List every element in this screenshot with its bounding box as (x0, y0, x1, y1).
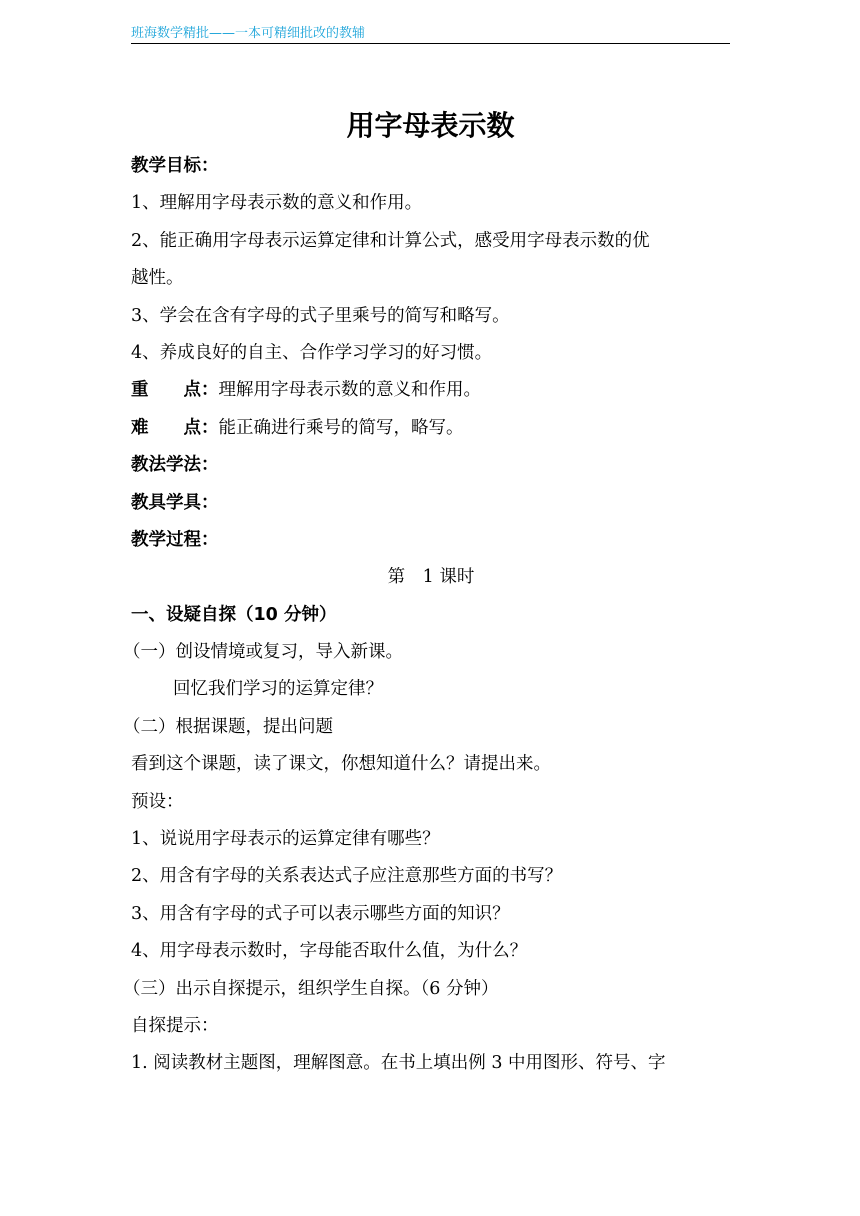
preset-item: 4、用字母表示数时，字母能否取什么值，为什么？ (131, 941, 528, 962)
objective-item: 3、学会在含有字母的式子里乘号的简写和略写。 (131, 305, 510, 326)
section1-heading: 一、设疑自探（10 分钟） (131, 604, 337, 625)
document-body (123, 148, 731, 1083)
lesson-label: 第 1 课时 (387, 567, 475, 588)
objective-item-continuation: 越性。 (131, 268, 184, 289)
difficult-point (131, 410, 731, 447)
difficult-point-label: 难 点： (131, 417, 219, 438)
key-point-label: 重 点： (131, 380, 219, 401)
tools-heading: 教具学具： (131, 492, 219, 513)
hint-item: 1. 阅读教材主题图，理解图意。在书上填出例 3 中用图形、符号、字 (131, 1053, 666, 1074)
preset-item: 2、用含有字母的关系表达式子应注意那些方面的书写？ (131, 866, 563, 887)
difficult-point-text: 能正确进行乘号的简写，略写。 (218, 417, 464, 438)
objectives-heading: 教学目标： (131, 156, 219, 176)
key-point (131, 372, 731, 409)
section1-sub3: （三）出示自探提示，组织学生自探。（6 分钟） (123, 978, 499, 999)
preset-item: 3、用含有字母的式子可以表示哪些方面的知识？ (131, 903, 510, 924)
document-title: 用字母表示数 (346, 109, 515, 142)
preset-label: 预设： (131, 791, 184, 812)
process-heading: 教学过程： (131, 529, 219, 550)
header-divider (131, 43, 730, 44)
objective-item: 2、能正确用字母表示运算定律和计算公式，感受用字母表示数的优 (131, 230, 650, 251)
section1-sub1-text: 回忆我们学习的运算定律？ (173, 679, 383, 700)
objective-item: 4、养成良好的自主、合作学习学习的好习惯。 (131, 342, 493, 363)
section1-sub1: （一）创设情境或复习，导入新课。 (123, 642, 403, 663)
section1-sub2-text: 看到这个课题，读了课文，你想知道什么？请提出来。 (131, 754, 551, 775)
methods-heading: 教法学法： (131, 455, 219, 476)
hint-label: 自探提示： (131, 1015, 219, 1036)
page-header: 班海数学精批——一本可精细批改的教辅 (131, 26, 366, 41)
objective-item: 1、理解用字母表示数的意义和作用。 (131, 193, 423, 214)
key-point-text: 理解用字母表示数的意义和作用。 (218, 380, 481, 401)
section1-sub2: （二）根据课题，提出问题 (123, 716, 333, 737)
preset-item: 1、说说用字母表示的运算定律有哪些？ (131, 829, 440, 850)
